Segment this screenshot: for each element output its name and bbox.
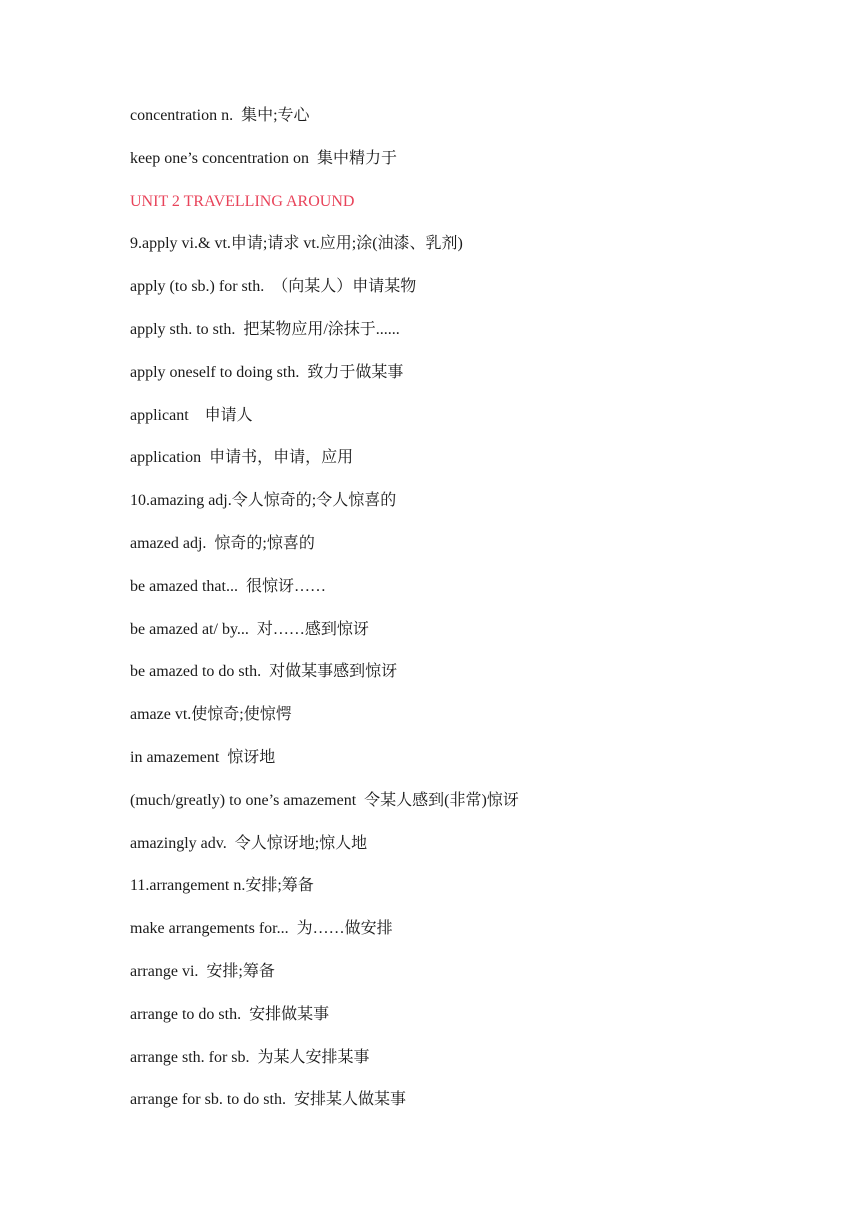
vocab-line-amaze: amaze vt.使惊奇;使惊愕 [130,706,292,724]
vocab-line-application: application 申请书，申请，应用 [130,449,354,467]
vocab-line-arrange-for-sb: arrange sth. for sb. 为某人安排某事 [130,1048,370,1066]
vocab-line-apply-for: apply (to sb.) for sth. （向某人）申请某物 [130,278,417,296]
vocab-line-amazed-to-do: be amazed to do sth. 对做某事感到惊讶 [130,663,398,681]
vocabulary-list [130,104,810,1131]
vocab-line-arrange-to-do: arrange to do sth. 安排做某事 [130,1005,330,1023]
vocab-line-applicant: applicant 申请人 [130,406,253,424]
unit-heading: UNIT 2 TRAVELLING AROUND [130,192,355,210]
vocab-line-amazing: 10.amazing adj.令人惊奇的;令人惊喜的 [130,492,397,510]
vocab-line-amazingly: amazingly adv. 令人惊讶地;惊人地 [130,834,368,852]
vocab-line-apply: 9.apply vi.& vt.申请;请求 vt.应用;涂(油漆、乳剂) [130,235,463,253]
vocab-line-keep-concentration: keep one’s concentration on 集中精力于 [130,149,398,167]
vocab-line-apply-oneself: apply oneself to doing sth. 致力于做某事 [130,363,404,381]
vocab-line-amazed-at: be amazed at/ by... 对……感到惊讶 [130,620,369,638]
vocab-line-apply-to: apply sth. to sth. 把某物应用/涂抹于...... [130,320,400,338]
vocab-line-to-ones-amazement: (much/greatly) to one’s amazement 令某人感到(非常)惊讶 [130,791,519,809]
vocab-line-amazed: amazed adj. 惊奇的;惊喜的 [130,534,315,552]
vocab-line-make-arrangements: make arrangements for... 为……做安排 [130,920,393,938]
vocab-line-concentration: concentration n. 集中;专心 [130,107,310,124]
vocab-line-arrangement: 11.arrangement n.安排;筹备 [130,877,314,895]
vocab-line-in-amazement: in amazement 惊讶地 [130,748,276,766]
vocab-line-arrange: arrange vi. 安排;筹备 [130,962,275,980]
vocab-line-amazed-that: be amazed that... 很惊讶…… [130,577,326,595]
vocab-line-arrange-sb-to-do: arrange for sb. to do sth. 安排某人做某事 [130,1091,406,1109]
